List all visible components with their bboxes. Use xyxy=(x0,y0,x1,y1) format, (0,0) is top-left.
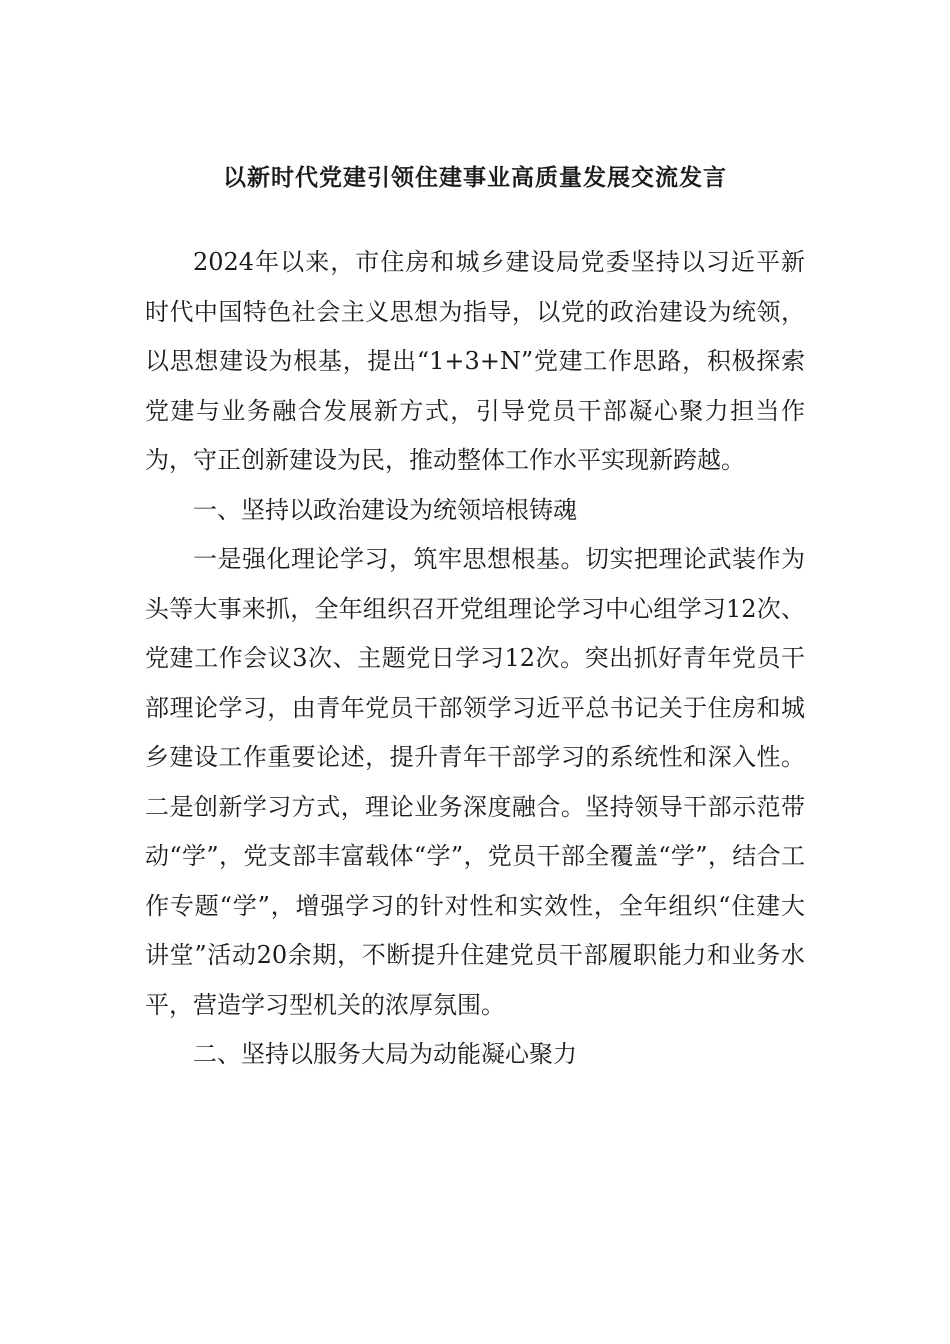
document-body xyxy=(145,238,805,1080)
section-heading-2: 二、坚持以服务大局为动能凝心聚力 xyxy=(193,1040,577,1068)
paragraph-intro: 2024年以来，市住房和城乡建设局党委坚持以习近平新时代中国特色社会主义思想为指导，以党的政治建设为统领，以思想建设为根基，提出“1+3+N”党建工作思路，积极探索党建与业务融合发展新方式，引导党员干部凝心聚力担当作为，守正创新建设为民，推动整体工作水平实现新跨越。 xyxy=(145,248,805,474)
paragraph-section-1: 一是强化理论学习，筑牢思想根基。切实把理论武装作为头等大事来抓，全年组织召开党组理论学习中心组学习12次、党建工作会议3次、主题党日学习12次。突出抓好青年党员干部理论学习，由青年党员干部领学习近平总书记关于住房和城乡建设工作重要论述，提升青年干部学习的系统性和深入性。二是创新学习方式，理论业务深度融合。坚持领导干部示范带动“学”，党支部丰富载体“学”，党员干部全覆盖“学”，结合工作专题“学”，增强学习的针对性和实效性，全年组织“住建大讲堂”活动20余期，不断提升住建党员干部履职能力和业务水平，营造学习型机关的浓厚氛围。 xyxy=(145,545,805,1019)
section-heading-1: 一、坚持以政治建设为统领培根铸魂 xyxy=(193,495,577,524)
document-title: 以新时代党建引领住建事业高质量发展交流发言 xyxy=(223,164,727,191)
